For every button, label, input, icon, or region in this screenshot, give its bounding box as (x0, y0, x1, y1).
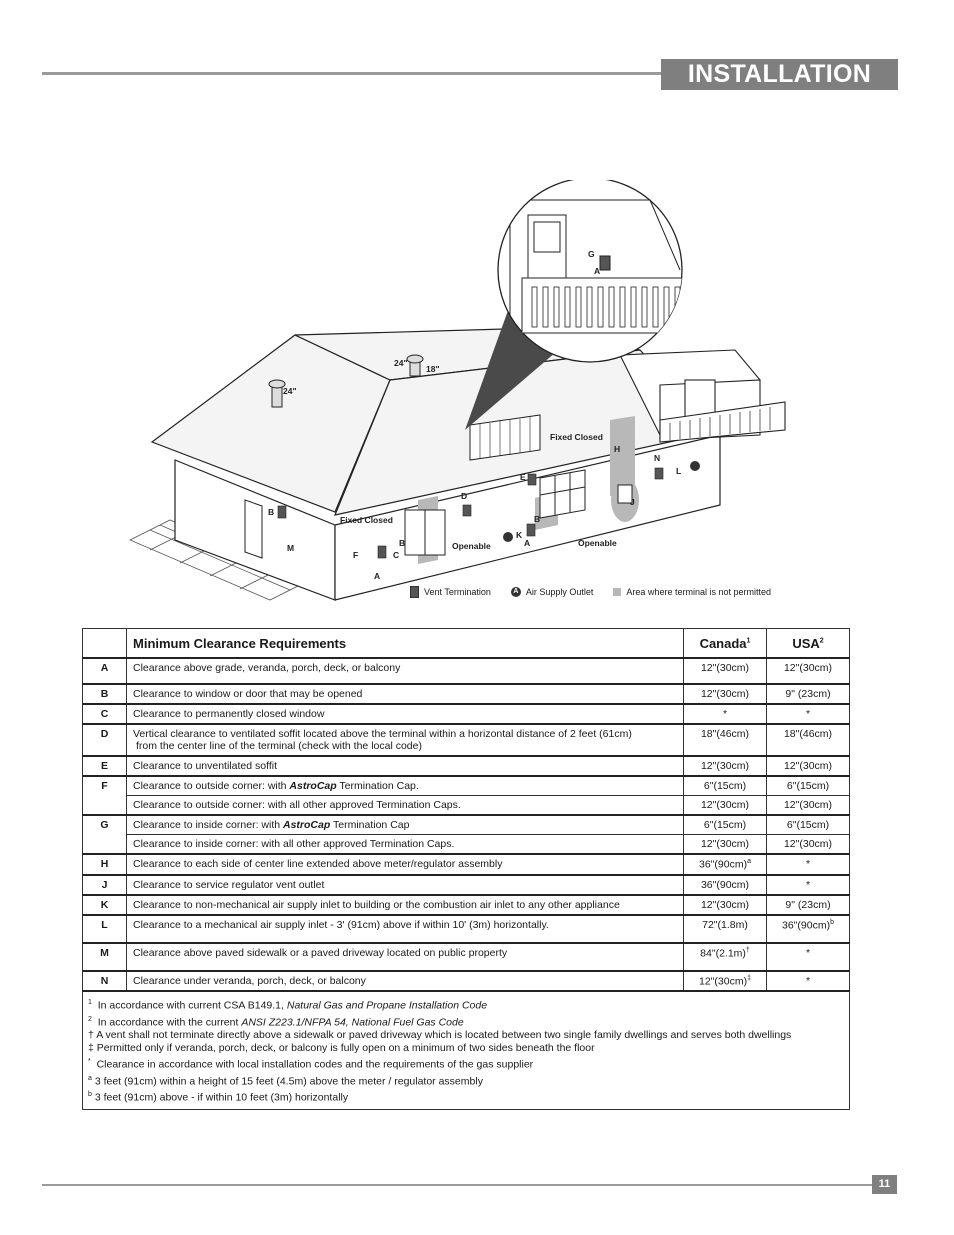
label-dim-18: 18" (426, 364, 440, 374)
row-desc: Clearance to service regulator vent outlet (127, 875, 684, 895)
row-usa: 6"(15cm) (767, 776, 850, 796)
row-desc: Clearance to outside corner: with all other approved Termination Caps. (127, 796, 684, 816)
label-d: D (461, 491, 468, 501)
label-dim-24-left: 24" (283, 386, 297, 396)
row-code: C (83, 704, 127, 724)
label-fixed-closed-left: Fixed Closed (340, 515, 393, 525)
page-title: INSTALLATION (661, 59, 898, 90)
row-code: F (83, 776, 127, 815)
label-c: C (393, 550, 400, 560)
row-usa: * (767, 971, 850, 992)
row-desc: Clearance to inside corner: with AstroCap Termination Cap (127, 815, 684, 835)
illustration-legend (410, 586, 785, 598)
label-openable-right: Openable (578, 538, 617, 548)
row-usa: 9" (23cm) (767, 684, 850, 704)
label-m: M (287, 543, 295, 553)
label-b-corner: B (399, 538, 406, 548)
table-row (83, 971, 850, 992)
row-code: M (83, 943, 127, 971)
row-usa: 12"(30cm) (767, 756, 850, 776)
row-usa: * (767, 704, 850, 724)
front-door (245, 500, 262, 558)
row-canada: 12"(30cm)‡ (684, 971, 767, 992)
table-row (83, 835, 850, 855)
row-code: N (83, 971, 127, 992)
row-canada: * (684, 704, 767, 724)
label-a-detail: A (594, 266, 601, 276)
row-desc: Clearance above paved sidewalk or a paved driveway located on public property (127, 943, 684, 971)
row-code: G (83, 815, 127, 854)
row-usa: 6"(15cm) (767, 815, 850, 835)
row-usa: 9" (23cm) (767, 895, 850, 915)
row-desc: Vertical clearance to ventilated soffit located above the terminal within a horizontal distance of 2 feet (61cm) from the center line of the terminal (check with the local code) (127, 724, 684, 756)
row-canada: 84"(2.1m)† (684, 943, 767, 971)
label-b-door: B (268, 507, 275, 517)
row-desc: Clearance to each side of center line extended above meter/regulator assembly (127, 854, 684, 875)
page-number: 11 (872, 1175, 897, 1194)
legend-air: Air Supply Outlet (525, 587, 594, 597)
row-canada: 72"(1.8m) (684, 915, 767, 943)
row-canada: 12"(30cm) (684, 684, 767, 704)
table-row (83, 895, 850, 915)
row-canada: 12"(30cm) (684, 658, 767, 684)
restricted-area-icon (613, 588, 621, 596)
house-clearance-illustration (120, 180, 810, 610)
label-g: G (588, 249, 595, 259)
label-k: K (516, 530, 523, 540)
row-desc: Clearance to a mechanical air supply inlet - 3' (91cm) above if within 10' (3m) horizontally. (127, 915, 684, 943)
row-code: E (83, 756, 127, 776)
row-usa: 12"(30cm) (767, 796, 850, 816)
table-row (83, 756, 850, 776)
label-a-ground: A (374, 571, 381, 581)
row-desc: Clearance to inside corner: with all other approved Termination Caps. (127, 835, 684, 855)
label-openable-left: Openable (452, 541, 491, 551)
row-usa: * (767, 875, 850, 895)
row-desc: Clearance under veranda, porch, deck, or balcony (127, 971, 684, 992)
clearance-table (82, 628, 850, 1110)
row-usa: * (767, 943, 850, 971)
table-row (83, 815, 850, 835)
table-footnotes: $^1$ In accordance with current CSA B149.1, Natural Gas and Propane Installation Code $^2$ In accordance with the current ANSI Z223.1/NFPA 54, National Fuel Gas Code † A vent shall not terminate directly above a sidewalk or paved driveway which is located between two single family dwellings and serves both dwellings ‡ Permitted only if veranda, porch, deck, or balcony is fully open on a minimum of two sides beneath the floor * Clearance in accordance with local installation codes and the requirements of the gas supplier $^a$ 3 feet (91cm) within a height of 15 feet (4.5m) above the meter / regulator assembly $^b$ 3 feet (91cm) above - if within 10 feet (3m) horizontally (83, 991, 850, 1109)
row-desc: Clearance to non-mechanical air supply inlet to building or the combustion air inlet to any other appliance (127, 895, 684, 915)
label-a-wall: A (524, 538, 531, 548)
table-header-row (83, 629, 850, 659)
table-row (83, 854, 850, 875)
vent-termination-icon (410, 586, 419, 598)
row-canada: $36"(90cm)^a$ (684, 854, 767, 875)
row-desc: Clearance to permanently closed window (127, 704, 684, 724)
label-n: N (654, 453, 661, 463)
table-row (83, 724, 850, 756)
label-f: F (353, 550, 359, 560)
row-code: H (83, 854, 127, 875)
row-canada: 12"(30cm) (684, 835, 767, 855)
row-canada: 12"(30cm) (684, 796, 767, 816)
air-supply-icon: A (511, 587, 521, 597)
row-desc: Clearance to unventilated soffit (127, 756, 684, 776)
table-row (83, 796, 850, 816)
label-e: E (520, 472, 526, 482)
table-row (83, 776, 850, 796)
row-code: D (83, 724, 127, 756)
row-usa: 18"(46cm) (767, 724, 850, 756)
table-row (83, 875, 850, 895)
row-code: J (83, 875, 127, 895)
row-desc: Clearance to outside corner: with AstroCap Termination Cap. (127, 776, 684, 796)
row-code: B (83, 684, 127, 704)
header-empty (83, 629, 127, 659)
row-canada: 12"(30cm) (684, 895, 767, 915)
label-dim-24-top: 24" (394, 358, 408, 368)
legend-area: Area where terminal is not permitted (626, 587, 771, 597)
table-row (83, 915, 850, 943)
label-b-window: B (534, 514, 541, 524)
row-desc: Clearance to window or door that may be opened (127, 684, 684, 704)
table-row (83, 684, 850, 704)
row-usa: * (767, 854, 850, 875)
table-row (83, 658, 850, 684)
row-code: A (83, 658, 127, 684)
row-canada: 6"(15cm) (684, 776, 767, 796)
row-usa: $36"(90cm)^b$ (767, 915, 850, 943)
row-canada: 36"(90cm) (684, 875, 767, 895)
header-requirement: Minimum Clearance Requirements (127, 629, 684, 659)
row-code: K (83, 895, 127, 915)
header-usa: USA$^2$ (767, 629, 850, 659)
label-l: L (676, 466, 682, 476)
table-row (83, 943, 850, 971)
header-rule (42, 72, 664, 75)
label-h: H (614, 444, 621, 454)
row-code: L (83, 915, 127, 943)
label-fixed-closed-right: Fixed Closed (550, 432, 603, 442)
row-canada: 12"(30cm) (684, 756, 767, 776)
table-notes-row (83, 991, 850, 1109)
legend-vent: Vent Termination (424, 587, 491, 597)
row-desc: Clearance above grade, veranda, porch, deck, or balcony (127, 658, 684, 684)
row-canada: 6"(15cm) (684, 815, 767, 835)
row-usa: 12"(30cm) (767, 835, 850, 855)
footer-rule (42, 1184, 874, 1186)
header-canada: Canada$^1$ (684, 629, 767, 659)
row-canada: 18"(46cm) (684, 724, 767, 756)
label-j: J (630, 497, 635, 507)
row-usa: 12"(30cm) (767, 658, 850, 684)
table-row (83, 704, 850, 724)
